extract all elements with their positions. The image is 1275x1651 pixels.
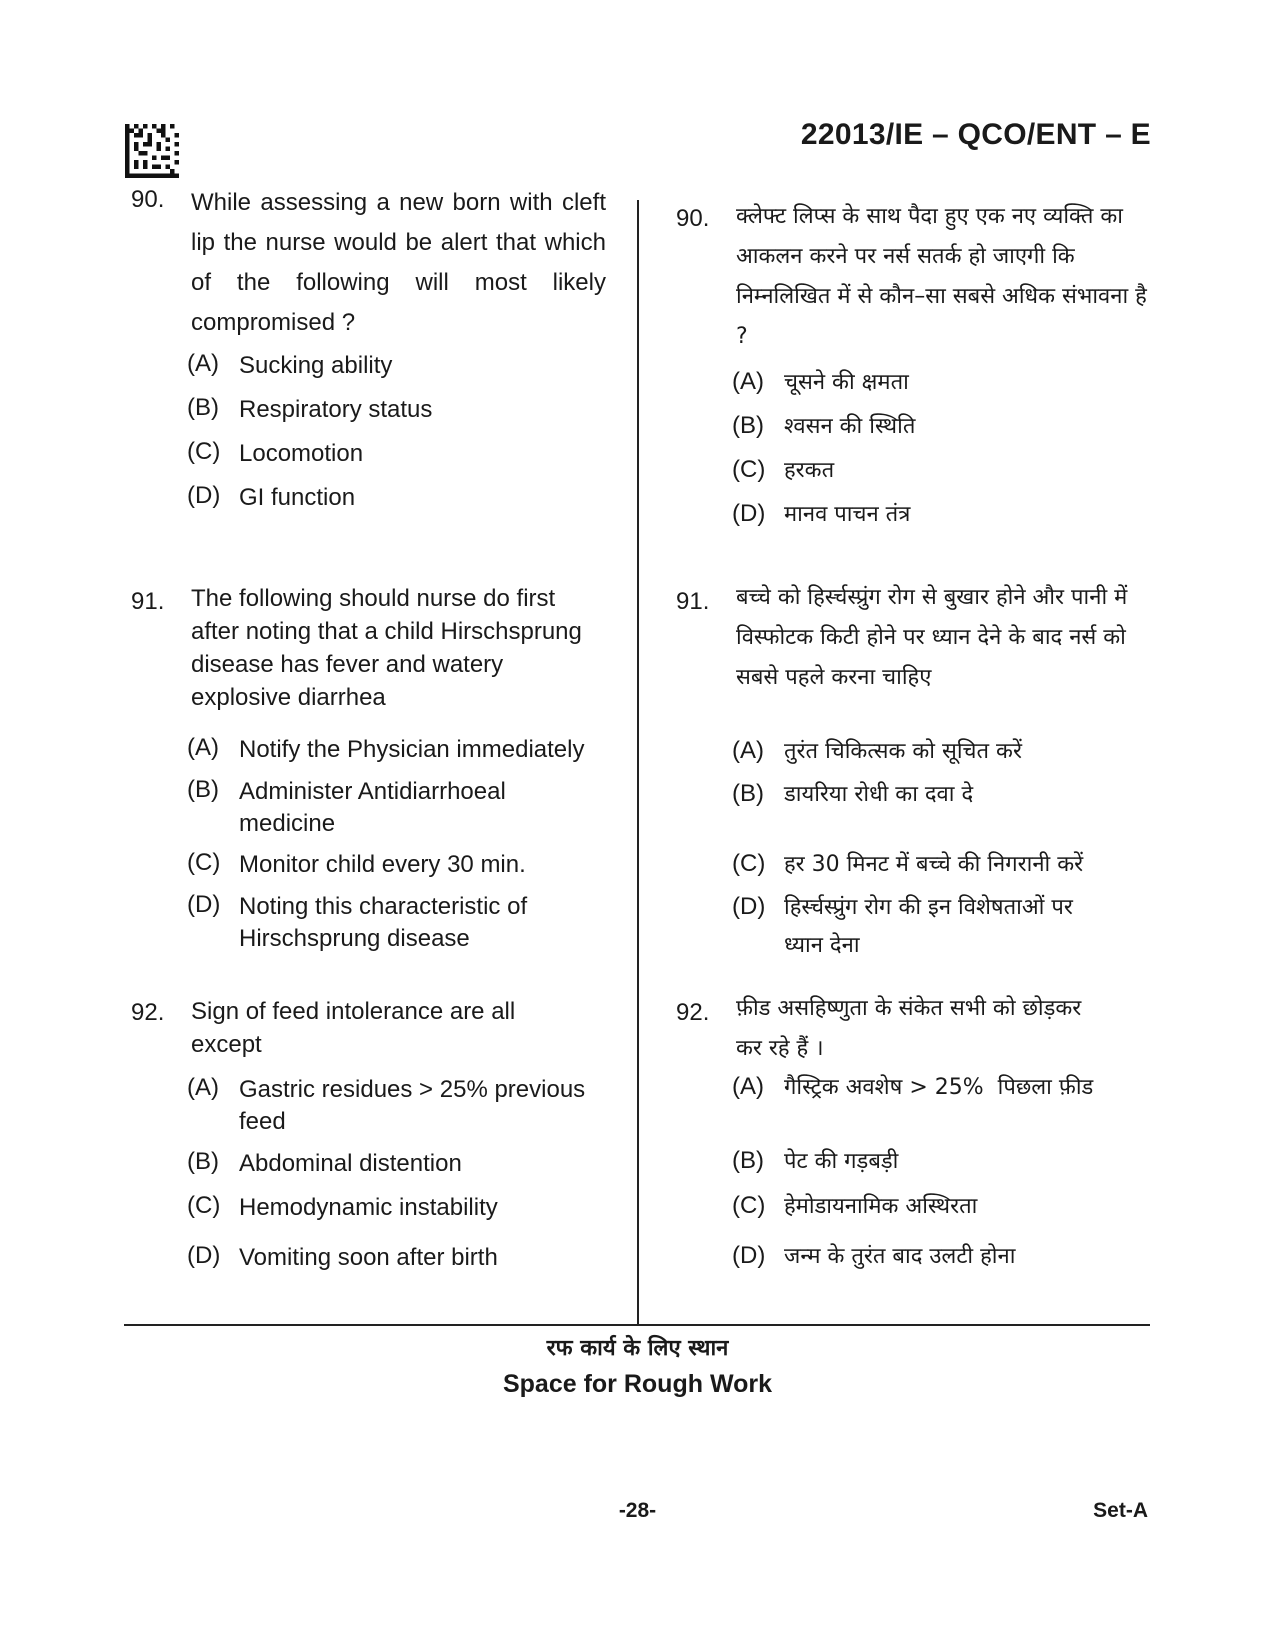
option-text: हेमोडायनामिक अस्थिरता bbox=[784, 1194, 978, 1219]
option-text: Respiratory status bbox=[239, 396, 433, 423]
rough-work-divider bbox=[124, 1324, 1150, 1326]
option-text: Locomotion bbox=[239, 440, 364, 467]
option-text: Hemodynamic instability bbox=[239, 1194, 498, 1221]
rough-work-heading-hindi: रफ कार्य के लिए स्थान bbox=[546, 1336, 729, 1361]
option-text: तुरंत चिकित्सक को सूचित करें bbox=[784, 739, 1022, 764]
question-number: 92. bbox=[131, 999, 165, 1026]
option-text: गैस्ट्रिक अवशेष > 25% पिछला फ़ीड bbox=[784, 1075, 1094, 1100]
option-text: Vomiting soon after birth bbox=[239, 1244, 498, 1271]
option-text: मानव पाचन तंत्र bbox=[784, 502, 911, 527]
rough-work-heading-english: Space for Rough Work bbox=[502, 1370, 772, 1398]
question-stem: The following should nurse do first after noting that a child Hirschsprung disease has fever and watery explosive diarrhea bbox=[191, 585, 582, 711]
question-stem: While assessing a new born with cleft lip the nurse would be alert that which of the following will most likely compromised ? bbox=[191, 189, 606, 336]
option-text: हिर्स्चस्प्रुंग रोग की इन विशेषताओं पर ध्यान देना bbox=[784, 895, 1073, 958]
question-number: 91. bbox=[131, 588, 165, 615]
option-text: Sucking ability bbox=[239, 352, 393, 379]
paper-code: 22013/IE – QCO/ENT – E bbox=[800, 118, 1151, 151]
question-number: 91. bbox=[676, 588, 710, 615]
option-text: Monitor child every 30 min. bbox=[239, 851, 526, 878]
question-number: 90. bbox=[131, 186, 165, 213]
option-text: डायरिया रोधी का दवा दे bbox=[784, 782, 974, 807]
option-text: Abdominal distention bbox=[239, 1150, 462, 1177]
question-number: 92. bbox=[676, 999, 710, 1026]
question-stem: क्लेफ्ट लिप्स के साथ पैदा हुए एक नए व्यक्ति का आकलन करने पर नर्स सतर्क हो जाएगी कि निम्नलिखित में से कौन–सा सबसे अधिक संभावना है ? bbox=[736, 204, 1147, 349]
option-text: हरकत bbox=[784, 458, 835, 483]
option-text: श्वसन की स्थिति bbox=[784, 414, 916, 439]
option-text: हर 30 मिनट में बच्चे की निगरानी करें bbox=[784, 852, 1084, 877]
question-stem: Sign of feed intolerance are all except bbox=[191, 998, 516, 1058]
option-text: चूसने की क्षमता bbox=[784, 370, 909, 395]
question-stem: बच्चे को हिर्स्चस्प्रुंग रोग से बुखार होने और पानी में विस्फोटक किटी होने पर ध्यान देने के बाद नर्स को सबसे पहले करना चाहिए bbox=[736, 585, 1128, 690]
option-text: Administer Antidiarrhoeal medicine bbox=[239, 778, 506, 837]
page-number: -28- bbox=[618, 1499, 657, 1522]
question-stem: फ़ीड असहिष्णुता के संकेत सभी को छोड़कर कर रहे हैं । bbox=[736, 996, 1082, 1061]
question-number: 90. bbox=[676, 205, 710, 232]
option-text: Notify the Physician immediately bbox=[239, 736, 585, 763]
qr-code bbox=[125, 124, 179, 178]
option-text: GI function bbox=[239, 484, 356, 511]
set-label: Set-A bbox=[1093, 1499, 1148, 1522]
option-text: Gastric residues > 25% previous feed bbox=[239, 1076, 586, 1135]
option-text: जन्म के तुरंत बाद उलटी होना bbox=[784, 1244, 1016, 1269]
option-text: पेट की गड़बड़ी bbox=[784, 1149, 899, 1174]
option-text: Noting this characteristic of Hirschsprung disease bbox=[239, 893, 528, 952]
column-divider bbox=[637, 200, 639, 1325]
